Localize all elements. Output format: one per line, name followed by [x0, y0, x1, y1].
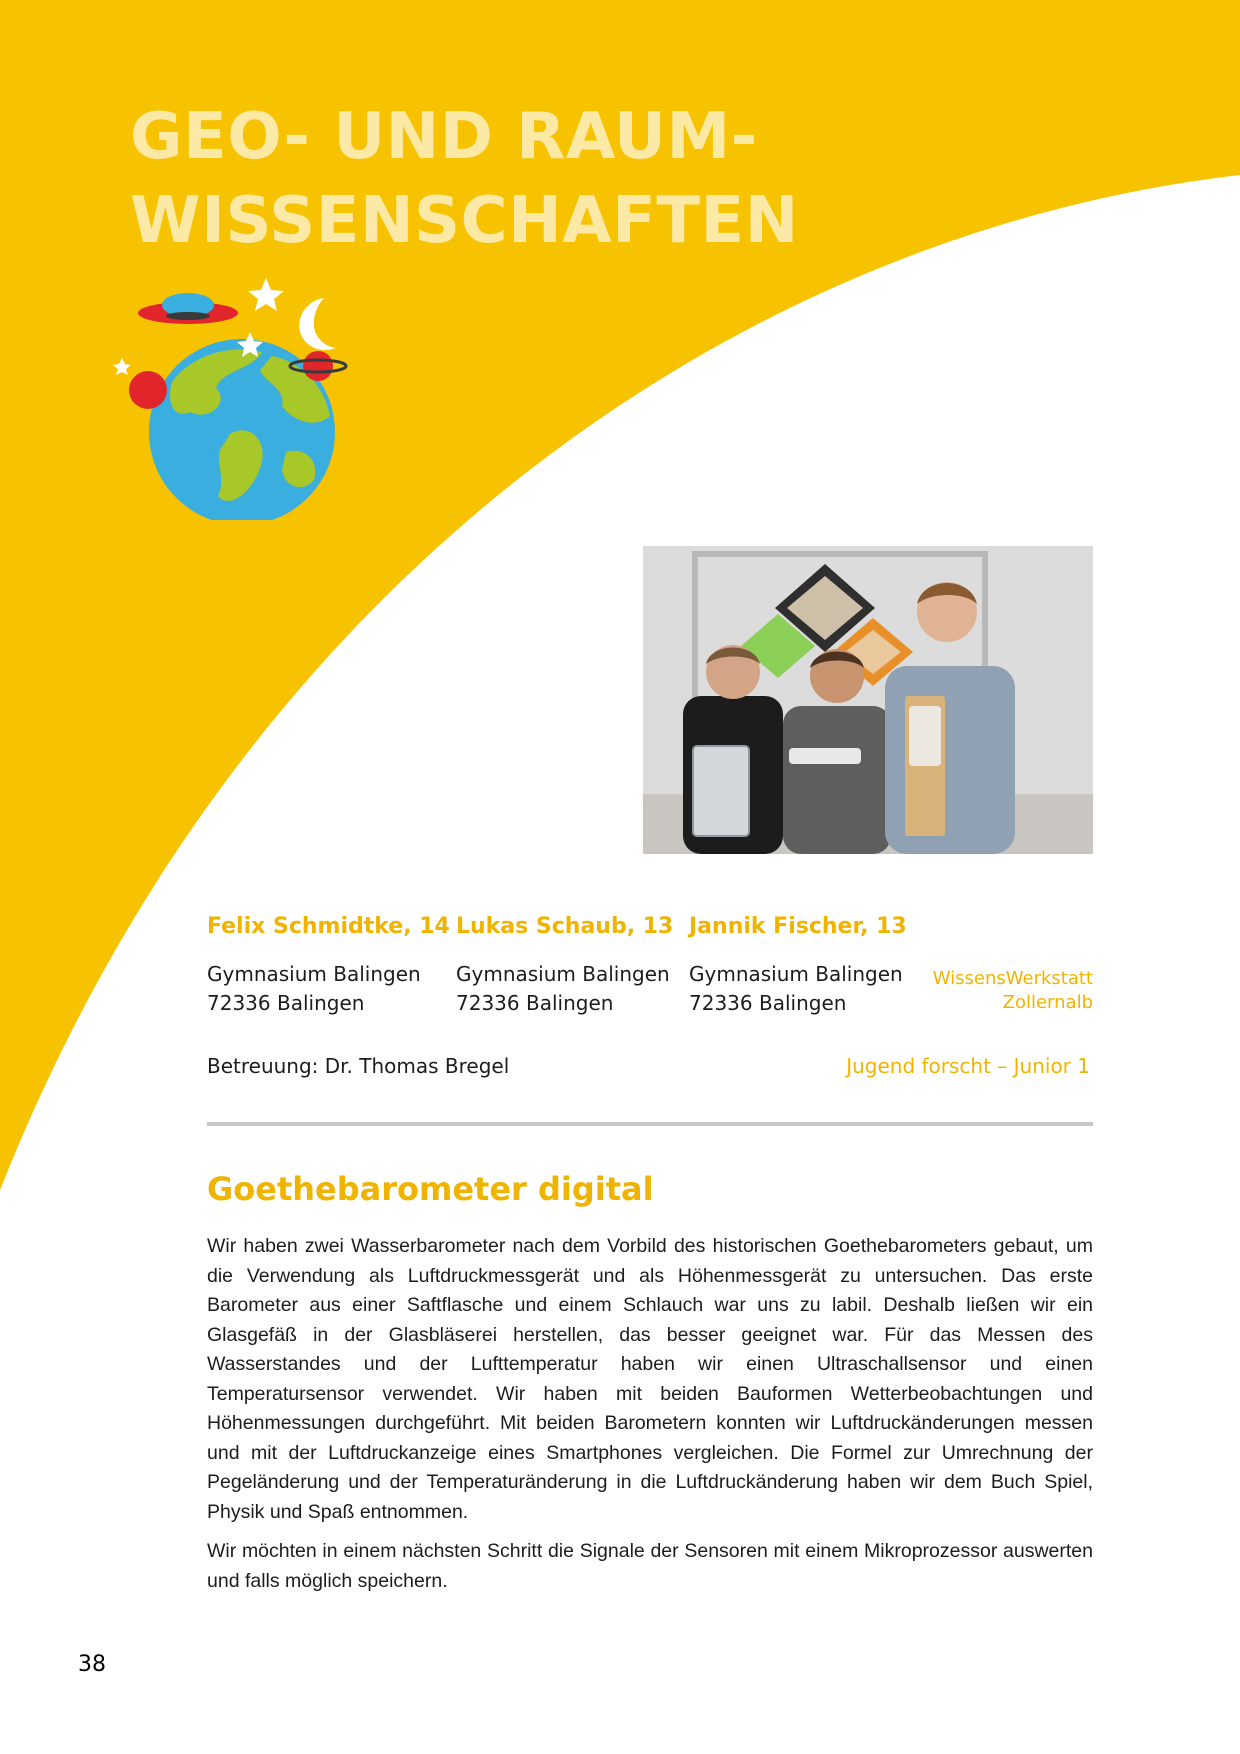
paragraph: Wir möchten in einem nächsten Schritt die Signale der Sensoren mit einem Mikroprozessor auswerten und falls möglich speichern. — [207, 1540, 1093, 1592]
student-school-2 — [456, 960, 670, 1018]
page-number: 38 — [78, 1652, 106, 1677]
organization-line2: Zollernalb — [1002, 992, 1093, 1013]
student-school-1 — [207, 960, 421, 1018]
school-city: 72336 Balingen — [456, 991, 614, 1015]
section-divider — [207, 1122, 1093, 1126]
organization-label — [933, 967, 1093, 1015]
competition-label: Jugend forscht – Junior 1 — [846, 1054, 1090, 1078]
school-name: Gymnasium Balingen — [207, 962, 421, 986]
school-name: Gymnasium Balingen — [689, 962, 903, 986]
paragraph: Wir haben zwei Wasserbarometer nach dem Vorbild des historischen Goethebarometers gebaut, um die Verwendung als Luftdruckmessgerät und als Höhenmessgerät zu untersuchen. Das erste Barometer aus einer Saftflasche und einem Schlauch war uns zu labil. Deshalb ließen wir ein Glasgefäß in der Glasbläserei herstellen, das besser geeignet war. Für das Messen des Wasserstandes und der Lufttemperatur haben wir einen Ultraschallsensor und einen Temperatursensor verwendet. Wir haben mit beiden Bauformen Wetterbeobachtungen und Höhenmessungen durchgeführt. Mit beiden Barometern konnten wir Luftdruckänderungen messen und mit der Luftdruckanzeige eines Smartphones vergleichen. Die Formel zur Umrechnung der Pegeländerung und der Temperaturänderung in die Luftdruckänderung haben wir dem Buch Spiel, Physik und Spaß entnommen. — [207, 1235, 1093, 1523]
school-city: 72336 Balingen — [689, 991, 847, 1015]
group-photo — [643, 546, 1093, 854]
supervisor-text: Betreuung: Dr. Thomas Bregel — [207, 1054, 510, 1078]
organization-line1: WissensWerkstatt — [932, 968, 1093, 989]
category-title — [130, 95, 799, 263]
category-title-line2: WISSENSCHAFTEN — [130, 184, 799, 258]
student-name-2: Lukas Schaub, 13 — [456, 914, 674, 939]
project-description — [207, 1232, 1093, 1606]
project-title: Goethebarometer digital — [207, 1170, 654, 1208]
globe-space-icon — [110, 270, 350, 520]
student-school-3 — [689, 960, 903, 1018]
student-name-3: Jannik Fischer, 13 — [689, 914, 907, 939]
school-name: Gymnasium Balingen — [456, 962, 670, 986]
school-city: 72336 Balingen — [207, 991, 365, 1015]
category-title-line1: GEO- UND RAUM- — [130, 100, 758, 174]
student-name-1: Felix Schmidtke, 14 — [207, 914, 450, 939]
